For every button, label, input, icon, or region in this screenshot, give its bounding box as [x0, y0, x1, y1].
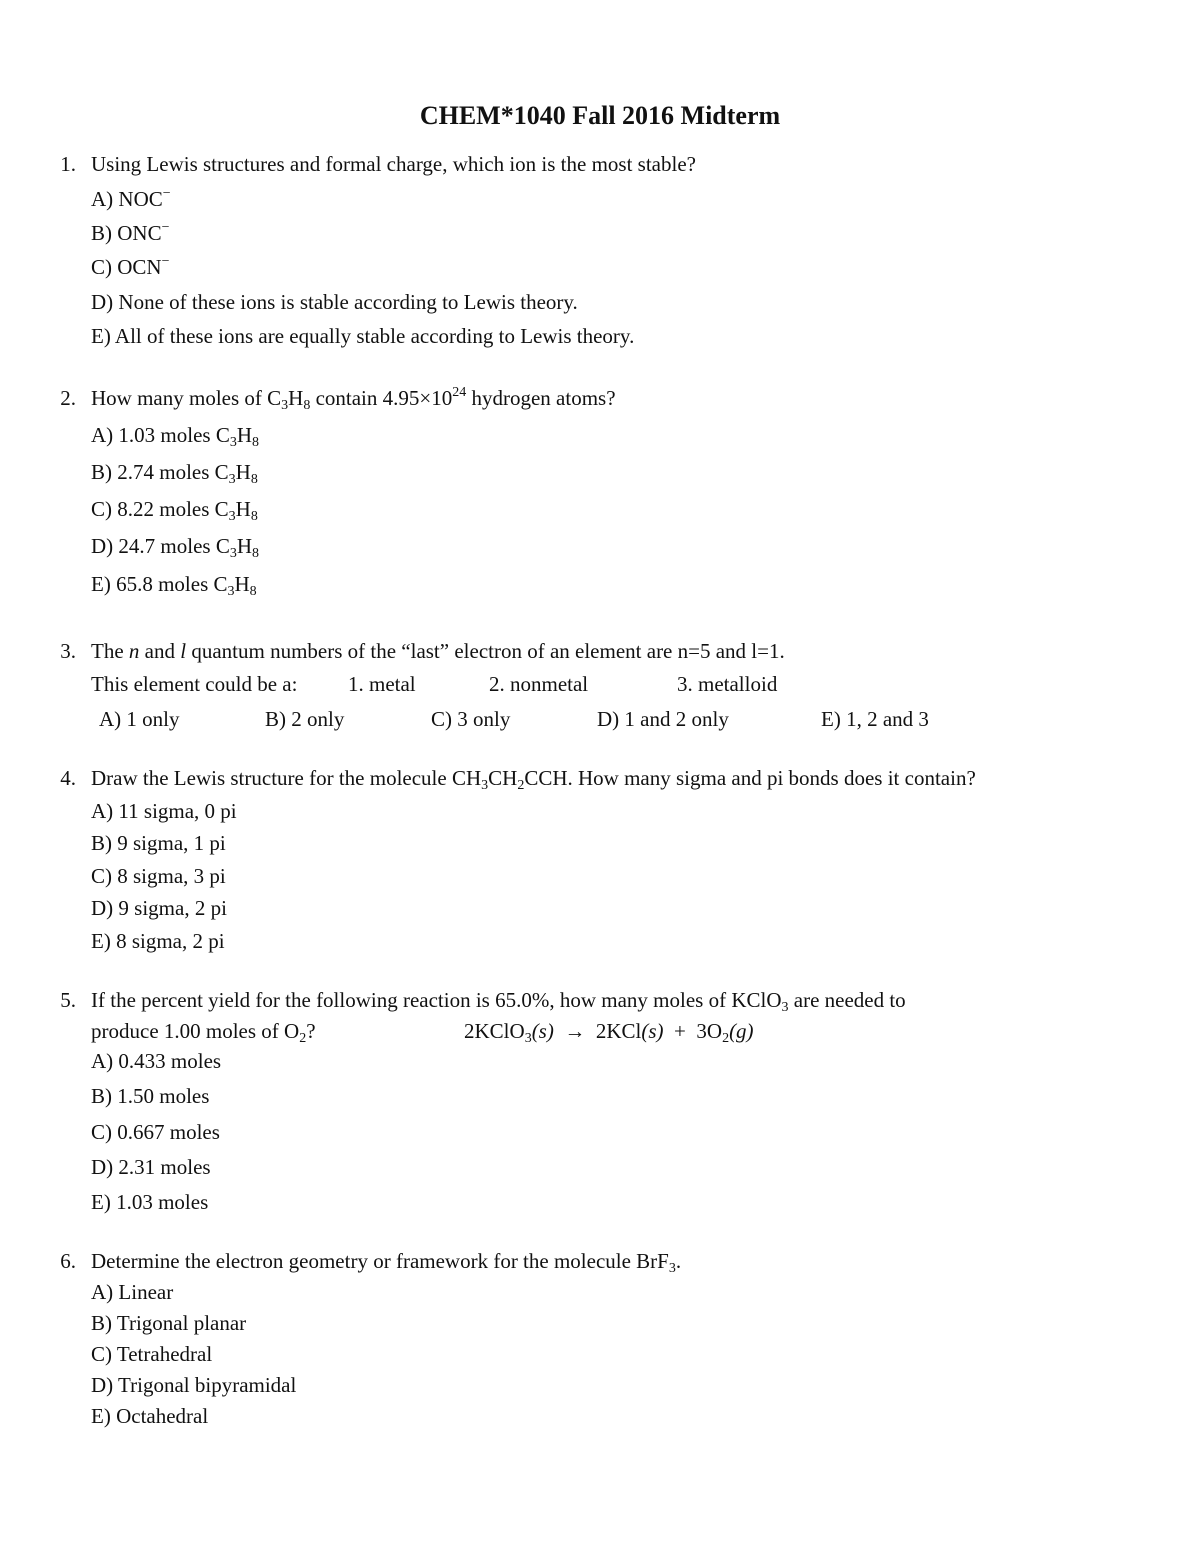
- option-text: Trigonal planar: [116, 1311, 247, 1335]
- option-label: B): [91, 221, 112, 245]
- charge-sign: −: [162, 186, 171, 201]
- text-segment: contain 4.95×10: [310, 386, 453, 410]
- subscript: 3: [229, 435, 237, 450]
- subscript: 8: [303, 398, 311, 413]
- option-c: [91, 253, 170, 281]
- italic-symbol: n: [128, 639, 140, 663]
- text-segment: CCH. How many sigma and pi bonds does it contain?: [524, 766, 976, 790]
- option-label: B): [91, 460, 112, 484]
- option-label: E): [91, 1190, 111, 1214]
- equation-term: 2KCl: [595, 1019, 642, 1043]
- option-a: A) 1 only: [99, 707, 180, 731]
- option-e: [91, 1402, 208, 1430]
- option-text: Tetrahedral: [116, 1342, 213, 1366]
- subscript: 3: [227, 584, 235, 599]
- option-c: [91, 862, 226, 890]
- text-segment: Draw the Lewis structure for the molecule CH: [91, 766, 482, 790]
- question-text: Using Lewis structures and formal charge, which ion is the most stable?: [91, 152, 696, 176]
- option-e: [91, 1188, 208, 1216]
- option-text: H: [236, 534, 253, 558]
- option-label: D): [91, 896, 114, 920]
- subscript: 2: [722, 1031, 730, 1046]
- option-d: [91, 288, 578, 316]
- option-a: [91, 421, 259, 449]
- text-segment: and: [139, 639, 181, 663]
- choice-2: 2. nonmetal: [489, 672, 589, 696]
- option-a: [91, 1278, 173, 1306]
- option-text: 8 sigma, 2 pi: [116, 929, 225, 953]
- option-e: [91, 927, 225, 955]
- option-d: [91, 894, 227, 922]
- option-label: A): [91, 1280, 114, 1304]
- option-label: D): [91, 1155, 114, 1179]
- option-label: E): [91, 929, 111, 953]
- option-label: B): [91, 1311, 112, 1335]
- equation-term: 2KClO: [464, 1019, 525, 1043]
- text-segment: produce 1.00 moles of O: [91, 1019, 300, 1043]
- state-symbol: (g): [729, 1019, 754, 1043]
- option-c: [91, 1340, 212, 1368]
- option-formula: ONC: [117, 221, 162, 245]
- question-text: [91, 1017, 316, 1045]
- option-b: [91, 1082, 209, 1110]
- plus-sign: +: [674, 1019, 686, 1043]
- option-text: Linear: [118, 1280, 174, 1304]
- option-text: H: [235, 460, 251, 484]
- option-text: 9 sigma, 1 pi: [117, 831, 226, 855]
- reaction-arrow-icon: →: [564, 1019, 586, 1043]
- option-label: D): [91, 1373, 114, 1397]
- option-b: [91, 829, 226, 857]
- subscript: 8: [250, 472, 258, 487]
- question-text: [91, 1247, 681, 1275]
- option-e: [91, 570, 257, 598]
- option-label: B): [91, 1084, 112, 1108]
- choice-3: 3. metalloid: [677, 672, 778, 696]
- option-text: 11 sigma, 0 pi: [118, 799, 237, 823]
- option-text: 2.31 moles: [118, 1155, 211, 1179]
- option-text: 1.03 moles: [116, 1190, 209, 1214]
- option-b: B) 2 only: [265, 707, 345, 731]
- option-b: [91, 219, 170, 247]
- option-formula: OCN: [117, 255, 162, 279]
- option-text: Trigonal bipyramidal: [118, 1373, 297, 1397]
- superscript: 24: [452, 385, 467, 400]
- option-a: [91, 797, 237, 825]
- subscript: 3: [781, 1000, 789, 1015]
- option-c: [91, 1118, 220, 1146]
- option-text: 24.7 moles C: [118, 534, 230, 558]
- text-segment: ?: [306, 1019, 316, 1043]
- option-text: Octahedral: [116, 1404, 209, 1428]
- option-e: [91, 322, 634, 350]
- option-formula: NOC: [118, 187, 163, 211]
- subscript: 3: [228, 509, 236, 524]
- subscript: 8: [252, 435, 260, 450]
- option-label: C): [91, 1120, 112, 1144]
- question-number: 5.: [60, 988, 76, 1012]
- option-label: D): [91, 534, 114, 558]
- option-label: A): [91, 799, 114, 823]
- option-label: E): [91, 324, 111, 348]
- option-label: C): [91, 864, 112, 888]
- option-a: [91, 185, 171, 213]
- state-symbol: (s): [641, 1019, 664, 1043]
- text-segment: Determine the electron geometry or framework for the molecule BrF: [91, 1249, 669, 1273]
- option-label: E): [91, 572, 111, 596]
- option-text: 9 sigma, 2 pi: [118, 896, 227, 920]
- option-c: C) 3 only: [431, 707, 511, 731]
- option-c: [91, 495, 258, 523]
- subscript: 2: [299, 1031, 307, 1046]
- option-text: 8 sigma, 3 pi: [117, 864, 226, 888]
- option-d: [91, 1371, 296, 1399]
- option-label: C): [91, 497, 112, 521]
- option-text: 0.667 moles: [117, 1120, 220, 1144]
- question-text: This element could be a:: [91, 672, 298, 696]
- option-label: C): [91, 255, 112, 279]
- page-title: CHEM*1040 Fall 2016 Midterm: [419, 101, 781, 130]
- option-text: 65.8 moles C: [116, 572, 228, 596]
- reaction-equation: [464, 1017, 754, 1045]
- subscript: 3: [229, 546, 237, 561]
- option-text: H: [234, 572, 250, 596]
- question-text: [91, 384, 616, 412]
- option-b: [91, 1309, 246, 1337]
- option-text: 0.433 moles: [118, 1049, 222, 1073]
- option-d: D) 1 and 2 only: [597, 707, 729, 731]
- text-segment: If the percent yield for the following reaction is 65.0%, how many moles of KClO: [91, 988, 782, 1012]
- question-number: 1.: [60, 152, 76, 176]
- question-text: [91, 764, 976, 792]
- option-text: H: [236, 423, 253, 447]
- question-number: 4.: [60, 766, 76, 790]
- question-text: [91, 986, 906, 1014]
- option-d: [91, 532, 259, 560]
- text-segment: H: [288, 386, 304, 410]
- question-number: 6.: [60, 1249, 76, 1273]
- option-d: [91, 1153, 211, 1181]
- option-label: C): [91, 1342, 112, 1366]
- option-text: None of these ions is stable according to Lewis theory.: [118, 290, 578, 314]
- text-segment: quantum numbers of the “last” electron of an element are n=5 and l=1.: [186, 639, 785, 663]
- option-text: 2.74 moles C: [117, 460, 229, 484]
- subscript: 3: [481, 778, 489, 793]
- question-number: 2.: [60, 386, 76, 410]
- option-text: All of these ions are equally stable according to Lewis theory.: [114, 324, 635, 348]
- text-segment: CH: [488, 766, 518, 790]
- subscript: 3: [228, 472, 236, 487]
- option-b: [91, 458, 258, 486]
- state-symbol: (s): [531, 1019, 554, 1043]
- equation-term: 3O: [696, 1019, 723, 1043]
- choice-1: 1. metal: [348, 672, 416, 696]
- text-segment: The: [91, 639, 129, 663]
- option-label: A): [91, 1049, 114, 1073]
- text-segment: .: [675, 1249, 682, 1273]
- charge-sign: −: [161, 220, 170, 235]
- option-label: E): [91, 1404, 111, 1428]
- option-label: A): [91, 187, 114, 211]
- option-label: D): [91, 290, 114, 314]
- option-text: 1.03 moles C: [118, 423, 230, 447]
- question-number: 3.: [60, 639, 76, 663]
- question-text: [91, 637, 785, 665]
- option-a: [91, 1047, 221, 1075]
- option-text: 1.50 moles: [117, 1084, 210, 1108]
- option-e: E) 1, 2 and 3: [821, 707, 929, 731]
- option-label: B): [91, 831, 112, 855]
- subscript: 3: [524, 1031, 532, 1046]
- text-segment: hydrogen atoms?: [466, 386, 616, 410]
- charge-sign: −: [161, 254, 170, 269]
- option-text: 8.22 moles C: [117, 497, 229, 521]
- text-segment: are needed to: [788, 988, 906, 1012]
- subscript: 8: [249, 584, 257, 599]
- text-segment: How many moles of C: [91, 386, 282, 410]
- option-label: A): [91, 423, 114, 447]
- subscript: 8: [252, 546, 260, 561]
- subscript: 3: [281, 398, 289, 413]
- subscript: 3: [668, 1261, 676, 1276]
- italic-symbol: l: [180, 639, 187, 663]
- subscript: 8: [250, 509, 258, 524]
- option-text: H: [235, 497, 251, 521]
- subscript: 2: [517, 778, 525, 793]
